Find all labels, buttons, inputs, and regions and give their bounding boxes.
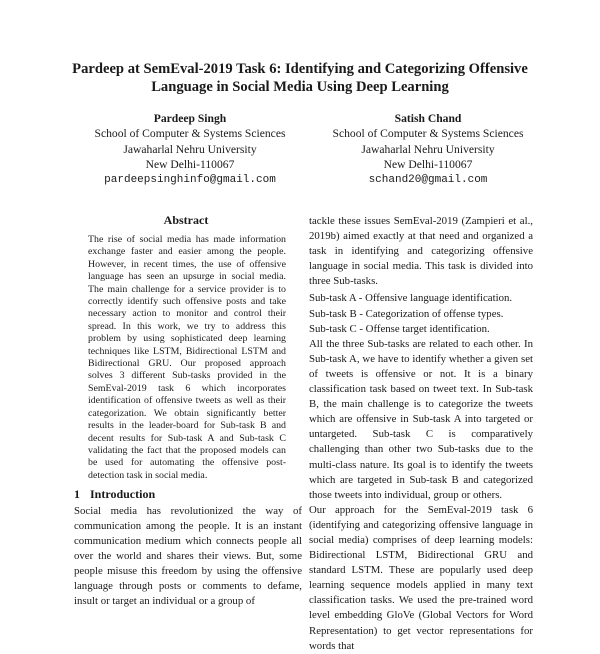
- section-heading-introduction: [74, 487, 304, 502]
- author-affiliation: School of Computer & Systems Sciences: [332, 127, 524, 141]
- author-block-2: [298, 111, 558, 188]
- author-email[interactable]: pardeepsinghinfo@gmail.com: [104, 173, 276, 186]
- abstract-text: The rise of social media has made information exchange faster and easier among the people. However, in recent times, the use of offensive language has seen an upsurge in social media. The main challenge for a service provider is to correctly identify such offensive posts and take necessary action to monitor and control their spread. In this work, we try to address this problem by using sophisticated deep learning techniques like LSTM, Bidirectional LSTM and Bidirectional GRU. Our proposed approach solves 3 different Sub-tasks provided in the SemEval-2019 task 6 which incorporates identification of offensive tweets as well as their categorization. We obtain significantly better results in the leader-board for Sub-task B and decent results for Sub-task A and Sub-task C validating the fact that the proposed models can be used for automating the offensive post-detection task in social media.: [88, 234, 286, 481]
- author-city: New Delhi-110067: [145, 158, 235, 172]
- subtask-a-line: Sub-task A - Offensive language identification.: [309, 292, 513, 305]
- author-city: New Delhi-110067: [383, 158, 473, 172]
- subtask-b-line: Sub-task B - Categorization of offense types.: [309, 307, 504, 320]
- paragraph: Our approach for the SemEval-2019 task 6 (identifying and categorizing offensive language in social media) comprises of deep learning models: Bidirectional LSTM, Bidirectional GRU and standard LSTM. These are popularly used deep learning sequence models applied in many text classification tasks. We used the pre-trained word level embedding GloVe (Global Vectors for Word Representation) to get vector representations for words that: [309, 503, 533, 652]
- paper-title: Pardeep at SemEval-2019 Task 6: Identifying and Categorizing Offensive Language in Social Media Using Deep Learning: [72, 61, 528, 95]
- introduction-text: Social media has revolutionized the way of communication among the people. It is an instant communication medium which connects people all over the world and shares their views. But, some people misuse this freedom by using the offensive language through posts or comments to defame, insult or target an individual or a group of: [74, 505, 302, 607]
- right-column: [309, 214, 533, 654]
- author-affiliation: School of Computer & Systems Sciences: [94, 127, 286, 141]
- section-number: 1: [74, 487, 80, 501]
- subtask-c-line: Sub-task C - Offense target identification.: [309, 322, 490, 335]
- paragraph: tackle these issues SemEval-2019 (Zampieri et al., 2019b) aimed exactly at that need and organized a task in identifying and categorizing offensive language in social media. This task is divided into three Sub-tasks.: [309, 215, 533, 288]
- author-email[interactable]: schand20@gmail.com: [368, 173, 488, 186]
- author-block-1: [60, 111, 320, 188]
- abstract-heading: Abstract: [163, 213, 209, 227]
- author-university: Jawaharlal Nehru University: [123, 142, 257, 156]
- paragraph: All the three Sub-tasks are related to each other. In Sub-task A, we have to identify whether a given set of tweets is offensive or not. It is a binary classification task based on tweet text. In Sub-task B, the main challenge is to categorize the tweets which are offensive in Sub-task A into targeted or untargeted. Sub-task C is comparatively challenging than other two Sub-tasks due to the multi-class nature. Its goal is to identify the tweets which are targeted in Sub-task B and categorized those tweets into individual, group or others.: [309, 337, 533, 501]
- author-name: Pardeep Singh: [153, 112, 227, 125]
- section-title: Introduction: [90, 487, 156, 501]
- author-name: Satish Chand: [394, 112, 462, 125]
- author-university: Jawaharlal Nehru University: [361, 142, 495, 156]
